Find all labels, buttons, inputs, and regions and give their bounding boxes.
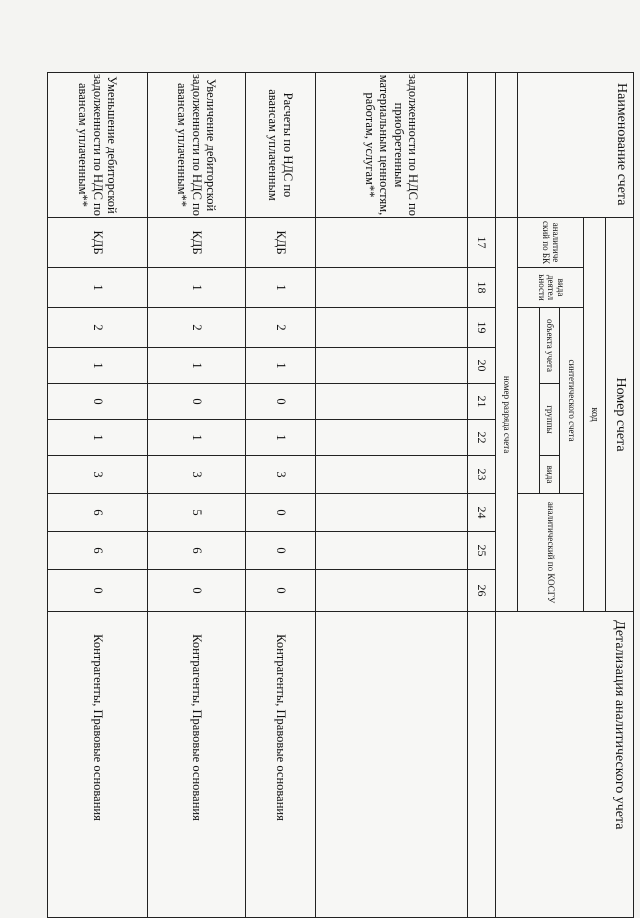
cell-21: [316, 384, 468, 420]
account-name: Увеличение дебиторской задолженности по НДС по авансам уплаченным**: [148, 73, 246, 218]
table-row: [246, 73, 316, 918]
detail-cell: [316, 612, 468, 918]
detail-header: Детализация аналитического учета: [496, 612, 634, 918]
detail-cell: Контрагенты, Правовые основания: [246, 612, 316, 918]
kind-header: вида: [540, 456, 560, 494]
cell-21: 0: [48, 384, 148, 420]
cell-21: 0: [246, 384, 316, 420]
cell-26: 0: [246, 570, 316, 612]
empty-name-cell: [496, 73, 518, 218]
empty-detail-cell: [468, 612, 496, 918]
activity-type-header: вида деятел ьности: [518, 268, 584, 308]
table-row: [148, 73, 246, 918]
cell-19: [316, 308, 468, 348]
cell-22: [316, 420, 468, 456]
cell-19: 2: [148, 308, 246, 348]
empty-name-cell: [468, 73, 496, 218]
cell-17: [316, 218, 468, 268]
cell-22: 1: [246, 420, 316, 456]
table-row: [316, 73, 468, 918]
cell-17: КДБ: [148, 218, 246, 268]
cell-26: 0: [48, 570, 148, 612]
account-number-header: Номер счета: [606, 218, 634, 612]
analytic-kosgu-header: аналитический по КОСГУ: [518, 494, 584, 612]
table-frame: [68, 72, 634, 877]
account-name-header: Наименование счета: [518, 73, 634, 218]
cell-24: 0: [246, 494, 316, 532]
digit-24: 24: [468, 494, 496, 532]
cell-24: [316, 494, 468, 532]
cell-23: 3: [48, 456, 148, 494]
cell-21: 0: [148, 384, 246, 420]
cell-17: КДБ: [246, 218, 316, 268]
digit-17: 17: [468, 218, 496, 268]
digit-number-header: номер разряда счета: [496, 218, 518, 612]
cell-25: 0: [246, 532, 316, 570]
cell-26: [316, 570, 468, 612]
code-header: код: [584, 218, 606, 612]
cell-18: 1: [246, 268, 316, 308]
table-row: [48, 73, 148, 918]
detail-cell: Контрагенты, Правовые основания: [148, 612, 246, 918]
account-table: [47, 72, 634, 918]
cell-22: 1: [148, 420, 246, 456]
account-name: Уменьшение дебиторской задолженности по НДС по авансам уплаченным**: [48, 73, 148, 218]
cell-20: [316, 348, 468, 384]
cell-25: [316, 532, 468, 570]
digit-20: 20: [468, 348, 496, 384]
digit-26: 26: [468, 570, 496, 612]
digit-19: 19: [468, 308, 496, 348]
cell-26: 0: [148, 570, 246, 612]
detail-cell: Контрагенты, Правовые основания: [48, 612, 148, 918]
digit-22: 22: [468, 420, 496, 456]
analytic-bk-header: аналитиче ский по БК: [518, 218, 584, 268]
account-name: Расчеты по НДС по авансам уплаченным: [246, 73, 316, 218]
cell-20: 1: [48, 348, 148, 384]
cell-18: 1: [48, 268, 148, 308]
cell-24: 6: [48, 494, 148, 532]
cell-25: 6: [48, 532, 148, 570]
cell-23: [316, 456, 468, 494]
cell-22: 1: [48, 420, 148, 456]
cell-23: 3: [148, 456, 246, 494]
empty-subheader: [518, 308, 540, 494]
cell-20: 1: [246, 348, 316, 384]
digit-23: 23: [468, 456, 496, 494]
synthetic-account-header: синтетического счета: [560, 308, 584, 494]
cell-18: 1: [148, 268, 246, 308]
digit-21: 21: [468, 384, 496, 420]
account-name: задолженности по НДС по приобретенным материальным ценностям, работам, услугам**: [316, 73, 468, 218]
cell-24: 5: [148, 494, 246, 532]
digit-25: 25: [468, 532, 496, 570]
cell-17: КДБ: [48, 218, 148, 268]
group-header: группы: [540, 384, 560, 456]
cell-18: [316, 268, 468, 308]
cell-19: 2: [48, 308, 148, 348]
object-header: объекта учета: [540, 308, 560, 384]
cell-19: 2: [246, 308, 316, 348]
cell-20: 1: [148, 348, 246, 384]
cell-25: 6: [148, 532, 246, 570]
digit-18: 18: [468, 268, 496, 308]
cell-23: 3: [246, 456, 316, 494]
